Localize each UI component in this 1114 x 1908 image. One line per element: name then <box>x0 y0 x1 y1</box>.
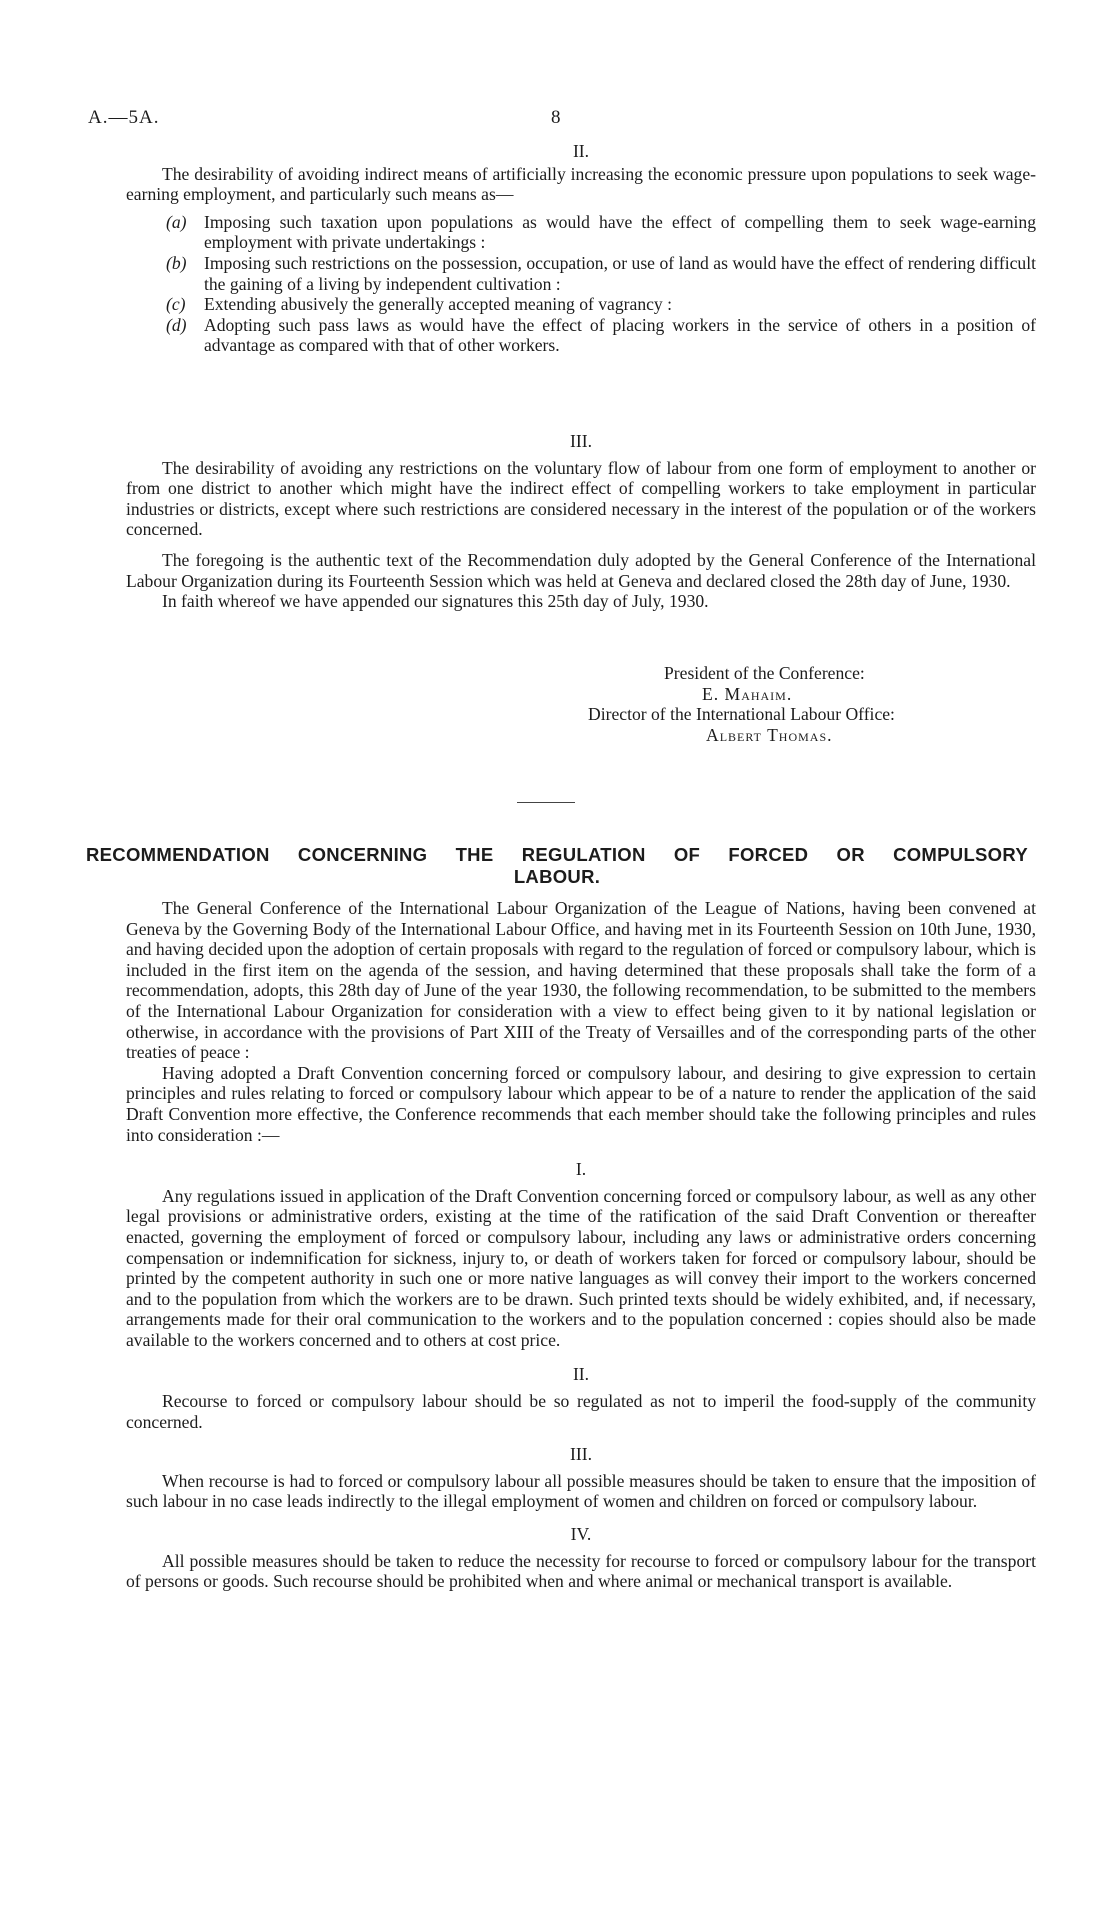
document-reference: A.—5A. <box>88 107 160 128</box>
item-marker: (a) <box>166 211 187 232</box>
section-text: All possible measures should be taken to reduce the necessity for recourse to forced or compulsory labour for the transport of persons or goods. Such recourse should be prohibited when and where animal or mechanical transport is available. <box>126 1550 1036 1592</box>
section-text: When recourse is had to forced or compulsory labour all possible measures should be taken to ensure that the imposition of such labour in no case leads indirectly to the illegal employment of women and children on forced or compulsory labour. <box>126 1470 1036 1512</box>
director-name: Albert Thomas. <box>706 724 833 745</box>
authentic-text-statement: The foregoing is the authentic text of the Recommendation duly adopted by the General Conference of the International Labour Organization during its Fourteenth Session which was held at Geneva and declared closed the 28th day of June, 1930. <box>126 549 1036 591</box>
director-title: Director of the International Labour Office: <box>588 704 895 725</box>
page-number: 8 <box>551 107 561 128</box>
previous-section-iii <box>126 431 1036 612</box>
previous-section-ii <box>126 141 1036 356</box>
section-text: Recourse to forced or compulsory labour should be so regulated as not to imperil the food-supply of the community concerned. <box>126 1391 1036 1432</box>
section-heading: IV. <box>570 1524 592 1545</box>
section-text: Any regulations issued in application of the Draft Convention concerning forced or compulsory labour, as well as any other legal provisions or administrative orders, existing at the time of the ratification of the said Draft Convention or thereafter enacted, governing the employment of forced or compulsory labour, including any laws or administrative orders concerning compensation or indemnification for sickness, injury to, or death of workers taken for forced or compulsory labour, should be printed by the competent authority in such one or more native languages as will convey their import to the workers concerned and to the population from which the workers are to be drawn. Such printed texts should be widely exhibited, and, if necessary, arrangements made for their oral communication to the workers and to the population concerned : copies should also be made available to the workers concerned and to others at cost price. <box>126 1185 1036 1350</box>
section-heading: I. <box>575 1159 587 1180</box>
list-item <box>126 315 1036 356</box>
title-line-1: RECOMMENDATION CONCERNING THE REGULATION OF FORCED OR COMPULSORY <box>86 844 1028 865</box>
item-text: Adopting such pass laws as would have the effect of placing workers in the service of others in a position of advantage as compared with that of other workers. <box>204 314 1036 356</box>
faith-statement: In faith whereof we have appended our signatures this 25th day of July, 1930. <box>162 591 709 612</box>
section-intro: The desirability of avoiding indirect means of artificially increasing the economic pressure upon populations to seek wage-earning employment, and particularly such means as— <box>126 163 1036 205</box>
item-marker: (d) <box>166 314 187 335</box>
section-heading: III. <box>570 431 592 451</box>
item-text: Extending abusively the generally accepted meaning of vagrancy : <box>204 294 673 315</box>
section-heading: II. <box>572 141 590 161</box>
list-item <box>126 212 1036 253</box>
president-title: President of the Conference: <box>664 663 865 683</box>
measures-list <box>126 212 1036 356</box>
list-item <box>126 253 1036 294</box>
signature-block <box>126 663 1036 745</box>
president-name: E. Mahaim. <box>702 683 793 704</box>
section-text: The desirability of avoiding any restrictions on the voluntary flow of labour from one form of employment to another or from one district to another which might have the indirect effect of compelling workers to take employment in particular industries or districts, except where such restrictions are considered necessary in the interest of the population or of the workers concerned. <box>126 457 1036 540</box>
section-heading: II. <box>572 1364 590 1385</box>
item-marker: (b) <box>166 252 187 273</box>
recommendation-title <box>86 844 1028 888</box>
page-header <box>88 107 1026 137</box>
section-divider <box>517 802 575 803</box>
title-line-2: LABOUR. <box>513 866 601 887</box>
preamble-paragraph: The General Conference of the International Labour Organization of the League of Nations, having been convened at Geneva by the Governing Body of the International Labour Office, and having met in its Fourteenth Session on 10th June, 1930, and having decided upon the adoption of certain proposals with regard to the regulation of forced or compulsory labour, which is included in the first item on the agenda of the session, and having determined that these proposals shall take the form of a recommendation, adopts, this 28th day of June of the year 1930, the following recommendation, to be submitted to the members of the International Labour Organization for consideration with a view to effect being given to it by national legislation or otherwise, in accordance with the provisions of Part XIII of the Treaty of Versailles and of the corresponding parts of the other treaties of peace : <box>126 898 1036 1063</box>
item-marker: (c) <box>166 294 186 315</box>
list-item <box>126 294 1036 315</box>
recommendation-body <box>126 898 1036 1592</box>
item-text: Imposing such restrictions on the possession, occupation, or use of land as would have the effect of rendering difficult the gaining of a living by independent cultivation : <box>204 252 1036 294</box>
item-text: Imposing such taxation upon populations as would have the effect of compelling them to seek wage-earning employment with private undertakings : <box>204 211 1036 253</box>
section-heading: III. <box>570 1444 592 1465</box>
preamble-paragraph: Having adopted a Draft Convention concerning forced or compulsory labour, and desiring to give expression to certain principles and rules relating to forced or compulsory labour which appear to be of a nature to render the application of the said Draft Convention more effective, the Conference recommends that each member should take the following principles and rules into consideration :— <box>126 1062 1036 1145</box>
